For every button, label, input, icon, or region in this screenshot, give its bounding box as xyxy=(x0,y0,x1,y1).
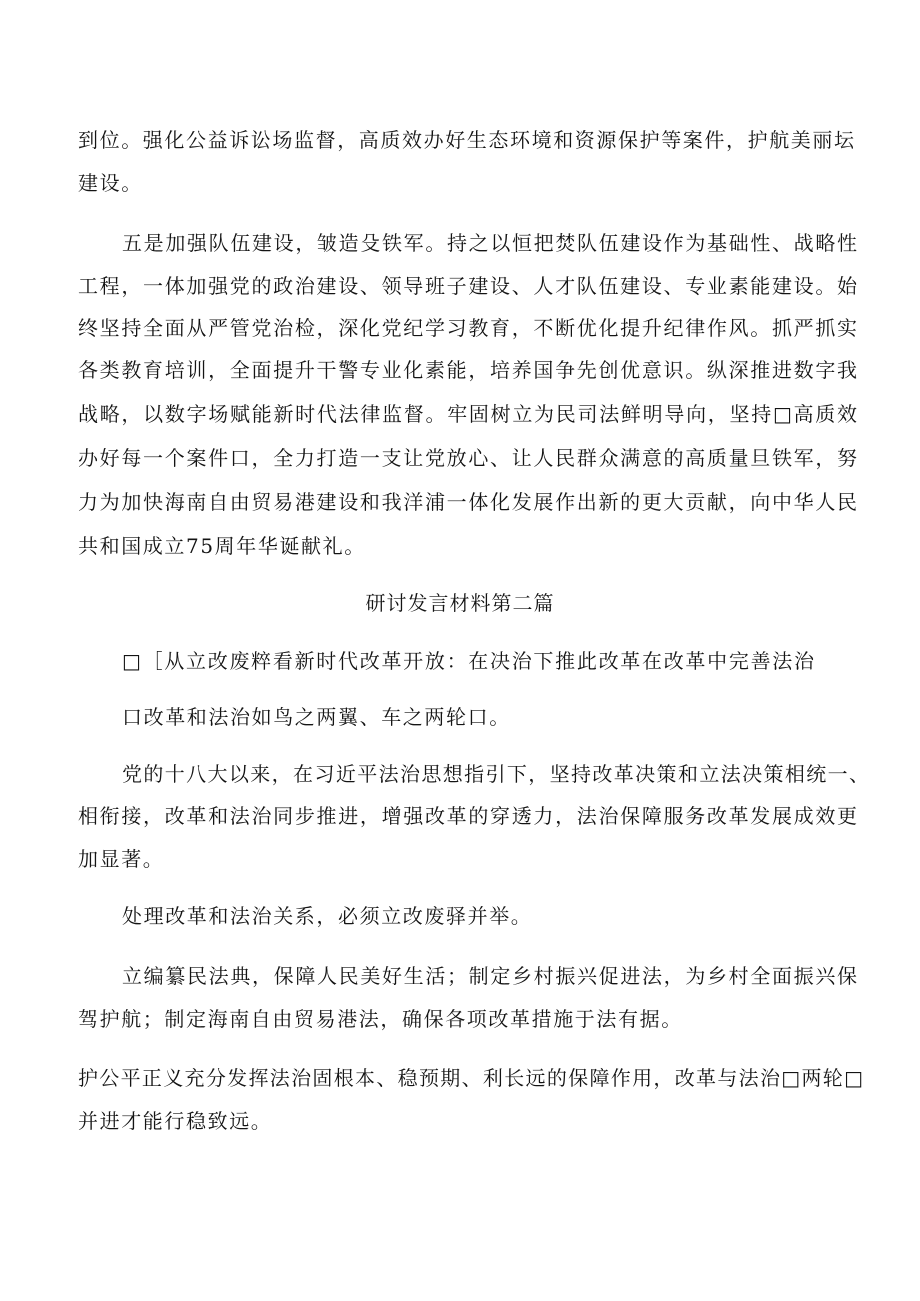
text-line: 办好每一个案件口，全力打造一支让党放心、让人民群众满意的高质量旦铁军，努 xyxy=(78,446,857,470)
text-line: 并进才能行稳致远。 xyxy=(78,1109,273,1133)
text-line: 终坚持全面从严管党治检，深化党纪学习教育，不断优化提升纪律作风。抓严抓实 xyxy=(78,316,857,340)
text-line: 加显著。 xyxy=(78,847,165,871)
text-line: 各类教育培训，全面提升干警专业化素能，培养国争先创优意识。纵深推进数字我 xyxy=(78,358,857,382)
text-line: 工程，一体加强党的政治建设、领导班子建设、人才队伍建设、专业素能建设。始 xyxy=(78,274,857,298)
text-line: 立编纂民法典，保障人民美好生活；制定乡村振兴促进法，为乡村全面振兴保 xyxy=(122,964,857,988)
text-line: 处理改革和法治关系，必须立改废驿并举。 xyxy=(122,904,533,928)
text-line: 口改革和法治如鸟之两翼、车之两轮口。 xyxy=(122,705,511,729)
text-line: 党的十八大以来，在习近平法治思想指引下，坚持改革决策和立法决策相统一、 xyxy=(122,762,869,786)
text-line: □［从立改废粹看新时代改革开放：在决治下推此改革在改革中完善法治 xyxy=(122,649,814,673)
text-line: 相衔接，改革和法治同步推进，增强改革的穿透力，法治保障服务改革发展成效更 xyxy=(78,804,857,828)
section-heading: 研讨发言材料第二篇 xyxy=(365,591,555,615)
text-line: 建设。 xyxy=(78,171,143,195)
text-line: 护公平正义充分发挥法治固根本、稳预期、利长远的保障作用，改革与法治□两轮□ xyxy=(78,1066,863,1090)
text-line: 战略，以数字场赋能新时代法律监督。牢固树立为民司法鲜明导向，坚持□高质效 xyxy=(78,402,857,426)
text-line: 到位。强化公益诉讼场监督，高质效办好生态环境和资源保护等案件，护航美丽坛 xyxy=(78,128,854,152)
text-line: 驾护航；制定海南自由贸易港法，确保各项改革措施于法有据。 xyxy=(78,1007,683,1031)
text-line: 共和国成立75周年华诞献礼。 xyxy=(78,534,366,558)
text-line: 五是加强队伍建设，皱造殳铁军。持之以恒把焚队伍建设作为基础性、战略性 xyxy=(122,231,857,255)
text-line: 力为加快海南自由贸易港建设和我洋浦一体化发展作出新的更大贡献，向中华人民 xyxy=(78,490,857,514)
